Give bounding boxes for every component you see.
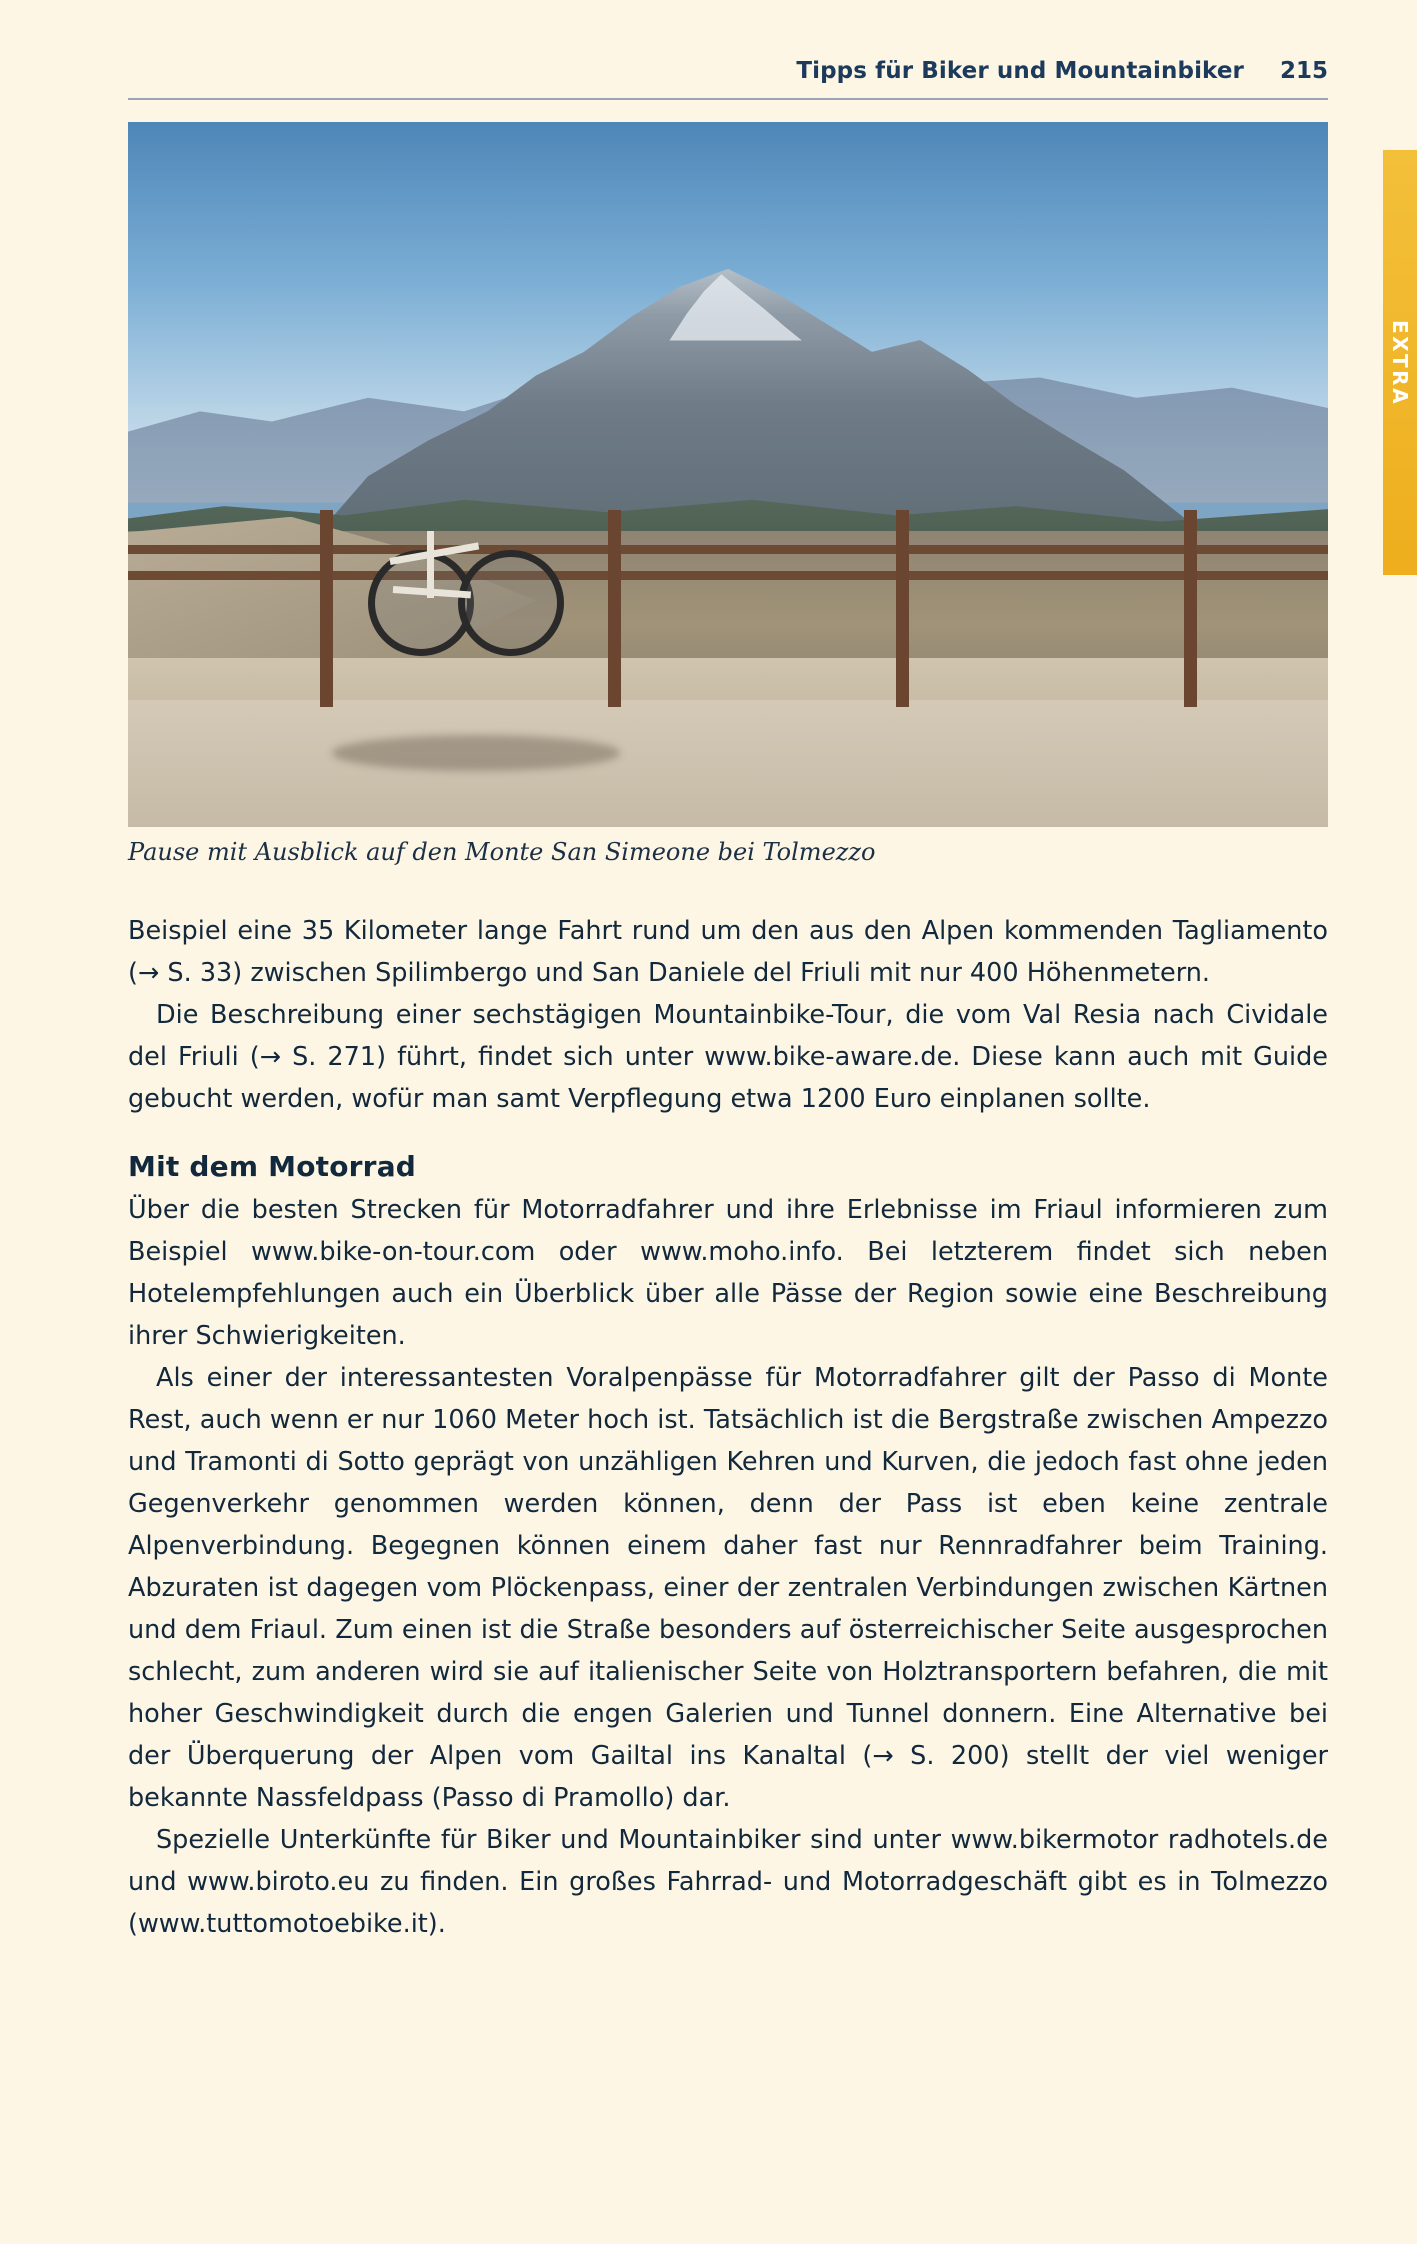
photo-bike-seat-tube	[427, 531, 434, 598]
photo-rail-post	[896, 510, 909, 707]
page-header	[128, 58, 1328, 84]
paragraph-1: Beispiel eine 35 Kilometer lange Fahrt rund um den aus den Alpen kommenden Tagliamento (→ S. 33) zwischen Spilimbergo und San Daniele del Friuli mit nur 400 Höhenmetern.	[128, 916, 1328, 988]
photo-rail-post	[1184, 510, 1197, 707]
section-heading-motorrad: Mit dem Motorrad	[128, 1150, 417, 1183]
paragraph-2: Die Beschreibung einer sechstägigen Mountainbike-Tour, die vom Val Resia nach Cividale del Friuli (→ S. 271) führt, findet sich unter www.bike-aware.de. Diese kann auch mit Guide gebucht werden, wofür man samt Verpflegung etwa 1200 Euro einplanen sollte.	[128, 1000, 1328, 1114]
paragraph-5: Spezielle Unterkünfte für Biker und Mountainbiker sind unter www.bikermotor radhotels.de und www.biroto.eu zu finden. Ein großes Fahrrad- und Motorradgeschäft gibt es in Tolmezzo (www.tuttomotoebike.it).	[128, 1825, 1328, 1939]
photo-rail-post	[320, 510, 333, 707]
photo-bicycle	[368, 510, 524, 630]
side-tab-label: EXTRA	[1388, 319, 1412, 406]
header-divider	[128, 98, 1328, 100]
photo-bike-shadow	[332, 735, 620, 770]
photo-caption: Pause mit Ausblick auf den Monte San Simeone bei Tolmezzo	[128, 838, 876, 866]
side-tab-extra	[1383, 150, 1417, 575]
page-number: 215	[1279, 58, 1328, 84]
header-title: Tipps für Biker und Mountainbiker	[796, 58, 1244, 84]
photo-guardrail	[128, 545, 1328, 554]
photo-road	[128, 700, 1328, 827]
paragraph-4: Als einer der interessantesten Voralpenpässe für Motorradfahrer gilt der Passo di Monte Rest, auch wenn er nur 1060 Meter hoch ist. Tatsächlich ist die Bergstraße zwischen Ampezzo und Tramonti di Sotto geprägt von unzähligen Kehren und Kurven, die jedoch fast ohne jeden Gegenverkehr genommen werden können, denn der Pass ist eben keine zentrale Alpenverbindung. Begegnen können einem daher fast nur Rennradfahrer beim Training. Abzuraten ist dagegen vom Plöckenpass, einer der zentralen Verbindungen zwischen Kärtnen und dem Friaul. Zum einen ist die Straße besonders auf österreichischer Seite ausgesprochen schlecht, zum anderen wird sie auf italienischer Seite von Holztransportern befahren, die mit hoher Geschwindigkeit durch die engen Galerien und Tunnel donnern. Eine Alternative bei der Überquerung der Alpen vom Gailtal ins Kanaltal (→ S. 200) stellt der viel weniger bekannte Nassfeldpass (Passo di Pramollo) dar.	[128, 1363, 1328, 1813]
paragraph-3: Über die besten Strecken für Motorradfahrer und ihre Erlebnisse im Friaul informieren zum Beispiel www.bike-on-tour.com oder www.moho.info. Bei letzterem findet sich neben Hotelempfehlungen auch ein Überblick über alle Pässe der Region sowie eine Beschreibung ihrer Schwierigkeiten.	[128, 1195, 1328, 1351]
article-body	[128, 910, 1328, 1945]
photo-monte-san-simeone	[128, 122, 1328, 827]
photo-rail-post	[608, 510, 621, 707]
